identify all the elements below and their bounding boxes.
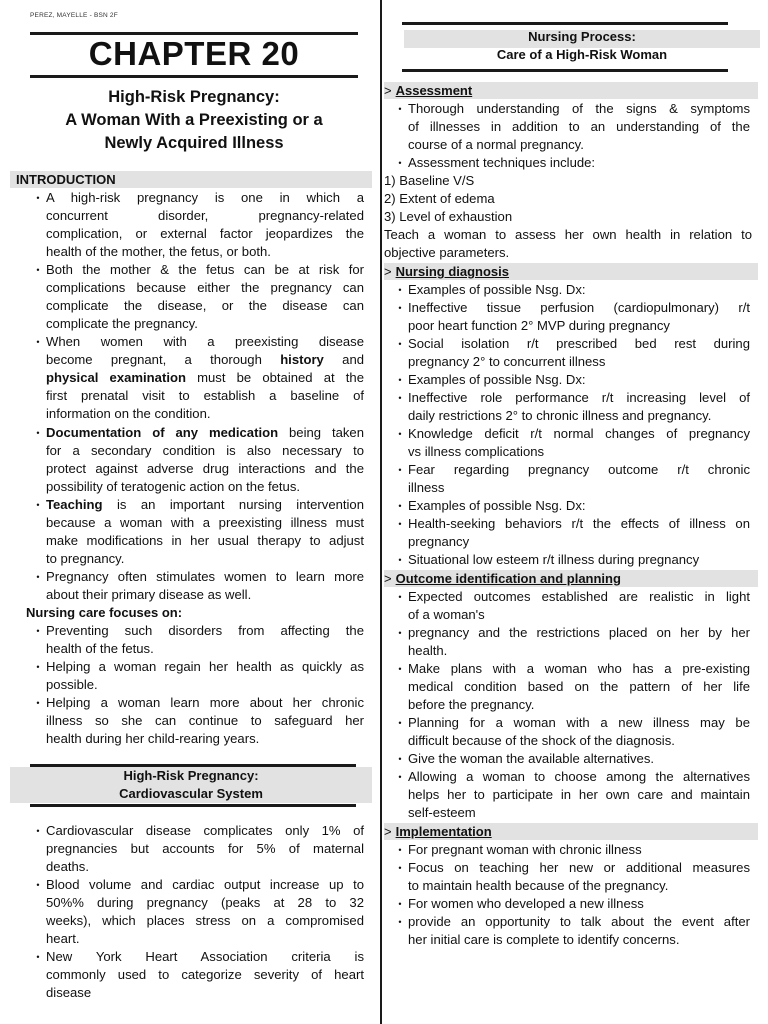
- assessment-item-2: 2) Extent of edema: [384, 191, 495, 206]
- cardio-bottom-rule: [30, 804, 356, 807]
- diagnosis-item: • Examples of possible Nsg. Dx:: [392, 281, 750, 299]
- outcome-item: • Allowing a woman to choose among the alternatives helps her to participate in her own care and maintain self-esteem: [392, 768, 750, 822]
- bullet-icon: •: [398, 375, 402, 385]
- intro-bullet-5: • Teaching is an important nursing intervention because a woman with a preexisting illness must make modifications in her usual therapy to adjust to pregnancy.: [30, 496, 364, 568]
- outcome-item: • pregnancy and the restrictions placed on her by her health.: [392, 624, 750, 660]
- assessment-heading: > Assessment: [384, 82, 758, 99]
- nursing-focus-heading: Nursing care focuses on:: [26, 605, 183, 620]
- implementation-item: • For pregnant woman with chronic illness: [392, 841, 750, 859]
- process-top-rule: [402, 22, 728, 25]
- process-bottom-rule: [402, 69, 728, 72]
- chapter-title: High-Risk Pregnancy: A Woman With a Preexisting or a Newly Acquired Illness: [65, 88, 323, 152]
- diagnosis-item: • Examples of possible Nsg. Dx:: [392, 371, 750, 389]
- bullet-icon: •: [36, 698, 40, 708]
- implementation-item: • provide an opportunity to talk about the event after her initial care is complete to identify concerns.: [392, 913, 750, 949]
- bullet-icon: •: [398, 285, 402, 295]
- assessment-bullet-2: • Assessment techniques include:: [392, 154, 750, 172]
- cardio-title-1: High-Risk Pregnancy:: [10, 767, 372, 785]
- intro-bullet-2: • Both the mother & the fetus can be at risk for complications because either the pregnancy can complicate the disease, or the disease can complicate the pregnancy.: [30, 261, 364, 333]
- bullet-icon: •: [36, 626, 40, 636]
- bullet-icon: •: [36, 265, 40, 275]
- bullet-icon: •: [398, 592, 402, 602]
- focus-bullet-3: • Helping a woman learn more about her chronic illness so she can continue to safeguard her health during her child-rearing years.: [30, 694, 364, 748]
- diagnosis-item: • Health-seeking behaviors r/t the effects of illness on pregnancy: [392, 515, 750, 551]
- left-column: [0, 0, 380, 1024]
- intro-bullet-1: • A high-risk pregnancy is one in which a concurrent disorder, pregnancy-related complication, or external factor jeopardizes the health of the mother, the fetus, or both.: [30, 189, 364, 261]
- diagnosis-item: • Fear regarding pregnancy outcome r/t chronic illness: [392, 461, 750, 497]
- bullet-icon: •: [36, 337, 40, 347]
- process-title-1: Nursing Process:: [528, 29, 636, 44]
- cardio-bullet-2: • Blood volume and cardiac output increase up to 50%% during pregnancy (peaks at 28 to 32 weeks), which places stress on a compromised heart.: [30, 876, 364, 948]
- bullet-icon: •: [398, 465, 402, 475]
- diagnosis-item: • Ineffective tissue perfusion (cardiopulmonary) r/t poor heart function 2° MVP during pregnancy: [392, 299, 750, 335]
- chapter-heading: CHAPTER 20: [88, 35, 300, 72]
- outcome-heading: > Outcome identification and planning: [384, 570, 758, 587]
- outcome-item: • Planning for a woman with a new illness may be difficult because of the shock of the diagnosis.: [392, 714, 750, 750]
- chapter-bottom-rule: [30, 75, 358, 78]
- intro-bullet-4: • Documentation of any medication being taken for a secondary condition is also necessary to protect against adverse drug interactions and the possibility of teratogenic action on the fetus.: [30, 424, 364, 496]
- cardio-bullet-3: • New York Heart Association criteria is commonly used to categorize severity of heart disease: [30, 948, 364, 1002]
- bullet-icon: •: [36, 826, 40, 836]
- bullet-icon: •: [398, 664, 402, 674]
- outcome-item: • Give the woman the available alternatives.: [392, 750, 750, 768]
- cardio-title-2: Cardiovascular System: [10, 785, 372, 803]
- focus-bullet-1: • Preventing such disorders from affecting the health of the fetus.: [30, 622, 364, 658]
- bullet-icon: •: [398, 754, 402, 764]
- bullet-icon: •: [36, 193, 40, 203]
- outcome-item: • Expected outcomes established are realistic in light of a woman's: [392, 588, 750, 624]
- bullet-icon: •: [398, 899, 402, 909]
- bullet-icon: •: [398, 863, 402, 873]
- bullet-icon: •: [398, 628, 402, 638]
- intro-bullet-3: • When women with a preexisting disease become pregnant, a thorough history and physical examination must be obtained at the first prenatal visit to establish a baseline of information on the condition.: [30, 333, 364, 423]
- bullet-icon: •: [398, 104, 402, 114]
- bullet-icon: •: [36, 428, 40, 438]
- intro-bullet-6: • Pregnancy often stimulates women to learn more about their primary disease as well.: [30, 568, 364, 604]
- process-title-2: Care of a High-Risk Woman: [496, 47, 668, 62]
- assessment-teach: Teach a woman to assess her own health in relation to objective parameters.: [384, 227, 752, 260]
- assessment-item-1: 1) Baseline V/S: [384, 173, 475, 188]
- bullet-icon: •: [36, 572, 40, 582]
- cardio-bullet-1: • Cardiovascular disease complicates only 1% of pregnancies but accounts for 5% of maternal deaths.: [30, 822, 364, 876]
- assessment-bullet-1: • Thorough understanding of the signs & symptoms of illnesses in addition to an understanding of the course of a normal pregnancy.: [392, 100, 750, 154]
- outcome-item: • Make plans with a woman who has a pre-existing medical condition based on the pattern of her life before the pregnancy.: [392, 660, 750, 714]
- diagnosis-item: • Situational low esteem r/t illness during pregnancy: [392, 551, 750, 569]
- assessment-item-3: 3) Level of exhaustion: [384, 209, 513, 224]
- diagnosis-item: • Examples of possible Nsg. Dx:: [392, 497, 750, 515]
- bullet-icon: •: [36, 500, 40, 510]
- bullet-icon: •: [398, 429, 402, 439]
- bullet-icon: •: [398, 158, 402, 168]
- bullet-icon: •: [398, 393, 402, 403]
- diagnosis-item: • Ineffective role performance r/t increasing level of daily restrictions 2° to chronic illness and pregnancy.: [392, 389, 750, 425]
- bullet-icon: •: [398, 303, 402, 313]
- column-divider: [380, 0, 382, 1024]
- implementation-item: • For women who developed a new illness: [392, 895, 750, 913]
- bullet-icon: •: [398, 845, 402, 855]
- bullet-icon: •: [36, 662, 40, 672]
- bullet-icon: •: [36, 880, 40, 890]
- author-label: PEREZ, MAYELLE - BSN 2F: [30, 12, 118, 19]
- implementation-heading: > Implementation: [384, 823, 758, 840]
- bullet-icon: •: [398, 339, 402, 349]
- bullet-icon: •: [398, 501, 402, 511]
- bullet-icon: •: [398, 772, 402, 782]
- bullet-icon: •: [398, 718, 402, 728]
- bullet-icon: •: [398, 519, 402, 529]
- diagnosis-item: • Knowledge deficit r/t normal changes of pregnancy vs illness complications: [392, 425, 750, 461]
- implementation-item: • Focus on teaching her new or additional measures to maintain health because of the pregnancy.: [392, 859, 750, 895]
- introduction-heading: INTRODUCTION: [10, 171, 372, 188]
- diagnosis-heading: > Nursing diagnosis: [384, 263, 758, 280]
- focus-bullet-2: • Helping a woman regain her health as quickly as possible.: [30, 658, 364, 694]
- bullet-icon: •: [36, 952, 40, 962]
- bullet-icon: •: [398, 555, 402, 565]
- diagnosis-item: • Social isolation r/t prescribed bed rest during pregnancy 2° to concurrent illness: [392, 335, 750, 371]
- bullet-icon: •: [398, 917, 402, 927]
